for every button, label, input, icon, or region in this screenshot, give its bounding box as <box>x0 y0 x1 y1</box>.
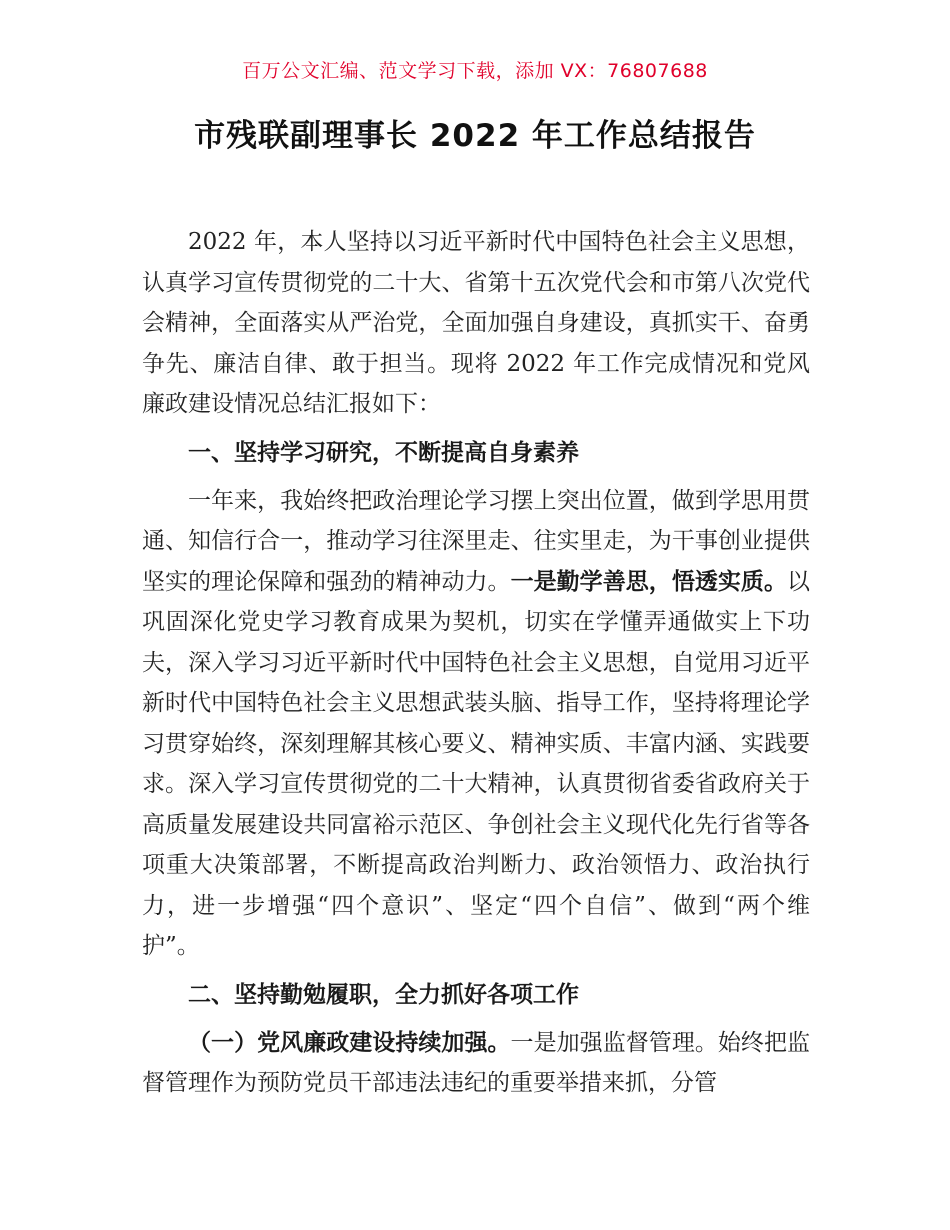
section1-bold-point: 一是勤学善思，悟透实质。 <box>510 568 788 595</box>
download-notice: 百万公文汇编、范文学习下载，添加 VX：76807688 <box>242 60 708 82</box>
section1-paragraph <box>142 481 810 967</box>
intro-paragraph: 2022 年，本人坚持以习近平新时代中国特色社会主义思想，认真学习宣传贯彻党的二十大、省第十五次党代会和市第八次党代会精神，全面落实从严治党，全面加强自身建设，真抓实干、奋勇争先、廉洁自律、敢于担当。现将 2022 年工作完成情况和党风廉政建设情况总结汇报如下： <box>142 229 810 417</box>
section2-paragraph <box>142 1023 810 1104</box>
section-heading-1: 一、坚持学习研究，不断提高自身素养 <box>188 439 579 466</box>
section1-text-start: 一年来，我始终把政治理论学习摆上突出位置，做到学思用贯通、知信行合一，推动学习往深里走、往实里走，为干事创业提供坚实的理论保障和强劲的精神动力。 <box>142 487 810 595</box>
section-heading-2: 二、坚持勤勉履职，全力抓好各项工作 <box>188 981 579 1008</box>
document-body <box>142 222 810 1104</box>
section1-text-rest: 以巩固深化党史学习教育成果为契机，切实在学懂弄通做实上下功夫，深入学习习近平新时代中国特色社会主义思想，自觉用习近平新时代中国特色社会主义思想武装头脑、指导工作，坚持将理论学习贯穿始终，深刻理解其核心要义、精神实质、丰富内涵、实践要求。深入学习宣传贯彻党的二十大精神，认真贯彻省委省政府关于高质量发展建设共同富裕示范区、争创社会主义现代化先行省等各项重大决策部署，不断提高政治判断力、政治领悟力、政治执行力，进一步增强“四个意识”、坚定“四个自信”、做到“两个维护”。 <box>142 568 811 959</box>
subsection-text: 一是加强监督管理。始终把监督管理作为预防党员干部违法违纪的重要举措来抓，分管 <box>142 1029 811 1096</box>
page-title: 市残联副理事长 2022 年工作总结报告 <box>194 118 756 154</box>
subsection-heading-1: （一）党风廉政建设持续加强。 <box>188 1029 511 1056</box>
